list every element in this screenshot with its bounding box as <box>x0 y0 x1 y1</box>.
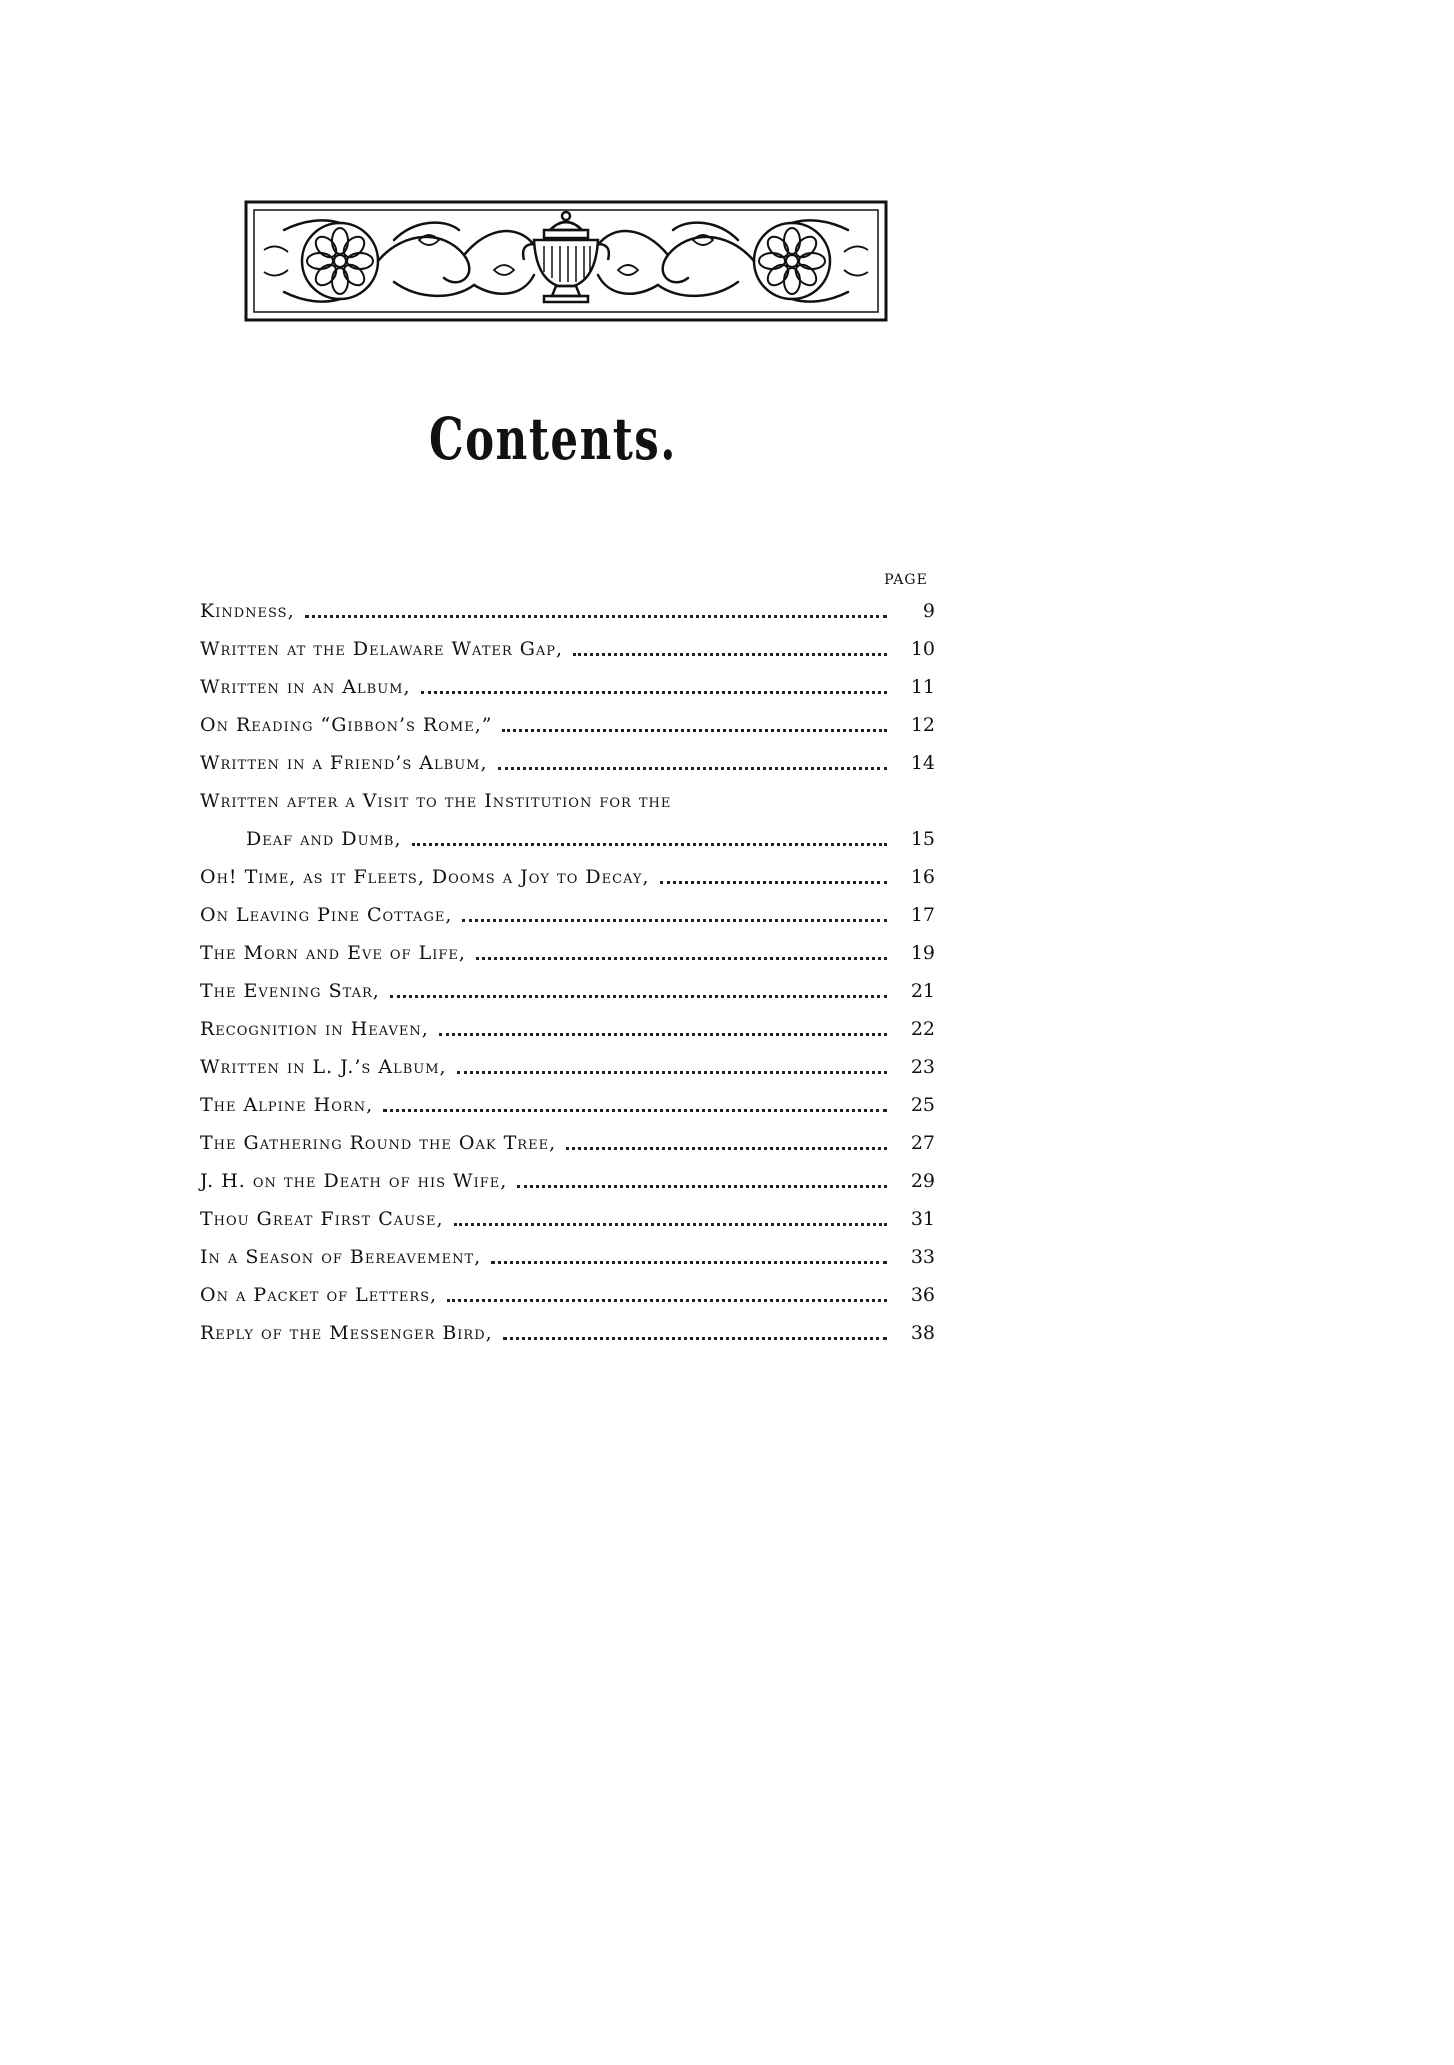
toc-entry-page: 38 <box>910 1322 935 1344</box>
toc-entry-page: 19 <box>910 942 935 964</box>
toc-entry-page: 21 <box>910 980 935 1002</box>
toc-entry[interactable] <box>200 1200 935 1238</box>
dot-leader <box>421 690 887 694</box>
table-of-contents <box>200 592 935 1352</box>
toc-entry-page: 17 <box>910 904 935 926</box>
toc-entry-page: 10 <box>910 638 935 660</box>
toc-entry-page: 29 <box>910 1170 935 1192</box>
toc-entry-title: The Morn and Eve of Life, <box>200 942 466 964</box>
toc-entry[interactable] <box>200 820 935 858</box>
toc-entry-title: Written at the Delaware Water Gap, <box>200 638 564 660</box>
toc-entry[interactable] <box>200 782 935 820</box>
toc-entry[interactable] <box>200 706 935 744</box>
dot-leader <box>660 880 887 884</box>
toc-entry-title: On a Packet of Letters, <box>200 1284 438 1306</box>
contents-heading: Contents. <box>429 405 677 473</box>
toc-entry-page: 31 <box>910 1208 935 1230</box>
toc-entry-title: J. H. on the Death of his Wife, <box>200 1170 508 1192</box>
dot-leader <box>503 1336 887 1340</box>
toc-entry-page: 11 <box>910 676 935 698</box>
toc-entry-page: 23 <box>910 1056 935 1078</box>
dot-leader <box>454 1222 887 1226</box>
toc-entry-title: Deaf and Dumb, <box>246 828 402 850</box>
toc-entry-title: Kindness, <box>200 600 295 622</box>
dot-leader <box>573 652 887 656</box>
toc-entry[interactable] <box>200 858 935 896</box>
toc-entry[interactable] <box>200 592 935 630</box>
dot-leader <box>305 614 887 618</box>
toc-entry[interactable] <box>200 896 935 934</box>
toc-entry-title: On Leaving Pine Cottage, <box>200 904 453 926</box>
toc-entry[interactable] <box>200 1010 935 1048</box>
toc-entry-title: The Alpine Horn, <box>200 1094 374 1116</box>
dot-leader <box>517 1184 887 1188</box>
toc-entry[interactable] <box>200 1314 935 1352</box>
toc-entry-title: Thou Great First Cause, <box>200 1208 444 1230</box>
dot-leader <box>476 956 887 960</box>
dot-leader <box>447 1298 887 1302</box>
toc-entry-page: 36 <box>910 1284 935 1306</box>
urn-icon <box>523 212 609 302</box>
toc-entry-title: Written after a Visit to the Institution for the <box>200 790 672 812</box>
toc-entry[interactable] <box>200 1048 935 1086</box>
toc-entry-title: The Evening Star, <box>200 980 380 1002</box>
rosette-left-icon <box>302 223 378 299</box>
toc-entry-page: 16 <box>910 866 935 888</box>
dot-leader <box>566 1146 887 1150</box>
toc-entry-title: On Reading “Gibbon’s Rome,” <box>200 714 493 736</box>
toc-entry[interactable] <box>200 934 935 972</box>
toc-entry-title: Written in L. J.’s Album, <box>200 1056 447 1078</box>
toc-entry[interactable] <box>200 1086 935 1124</box>
dot-leader <box>412 842 888 846</box>
toc-entry-page: 12 <box>910 714 935 736</box>
dot-leader <box>439 1032 887 1036</box>
toc-entry-page: 9 <box>922 600 935 622</box>
toc-entry-page: 33 <box>910 1246 935 1268</box>
toc-entry[interactable] <box>200 1276 935 1314</box>
toc-entry-title: Reply of the Messenger Bird, <box>200 1322 493 1344</box>
toc-entry-page: 27 <box>910 1132 935 1154</box>
dot-leader <box>491 1260 887 1264</box>
dot-leader <box>383 1108 887 1112</box>
toc-entry[interactable] <box>200 972 935 1010</box>
toc-entry-title: Oh! Time, as it Fleets, Dooms a Joy to Decay, <box>200 866 650 888</box>
toc-entry-page: 15 <box>910 828 935 850</box>
rosette-right-icon <box>754 223 830 299</box>
page-column-label: PAGE <box>884 572 928 588</box>
dot-leader <box>390 994 887 998</box>
dot-leader <box>502 728 887 732</box>
dot-leader <box>457 1070 887 1074</box>
toc-entry[interactable] <box>200 1162 935 1200</box>
dot-leader <box>462 918 887 922</box>
toc-entry-page: 14 <box>910 752 935 774</box>
headpiece-ornament <box>244 200 888 322</box>
toc-entry-page: 25 <box>910 1094 935 1116</box>
toc-entry[interactable] <box>200 668 935 706</box>
toc-entry[interactable] <box>200 744 935 782</box>
toc-entry[interactable] <box>200 1124 935 1162</box>
dot-leader <box>498 766 887 770</box>
toc-entry-title: In a Season of Bereavement, <box>200 1246 482 1268</box>
toc-entry[interactable] <box>200 1238 935 1276</box>
toc-entry-title: The Gathering Round the Oak Tree, <box>200 1132 557 1154</box>
toc-entry-title: Written in an Album, <box>200 676 411 698</box>
toc-entry-title: Recognition in Heaven, <box>200 1018 429 1040</box>
toc-entry[interactable] <box>200 630 935 668</box>
toc-entry-title: Written in a Friend’s Album, <box>200 752 488 774</box>
toc-entry-page: 22 <box>910 1018 935 1040</box>
